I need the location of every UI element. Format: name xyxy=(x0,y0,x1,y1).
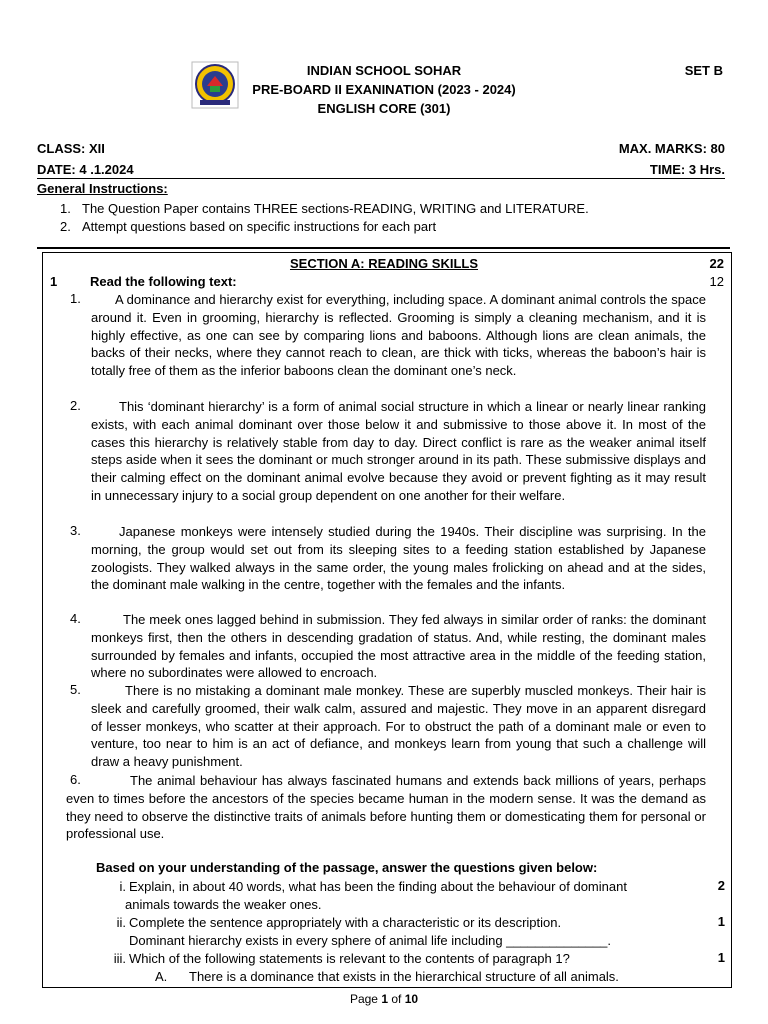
passage-paragraph: Japanese monkeys were intensely studied during the 1940s. Their discipline was surprising. In the morning, the group would set out from its sleeping sites to a feeding station established by Japanese zoologists. They walked always in the same order, the young males frolicking on ahead and at the sides, the dominant male walking in the centre, together with the females and the infants. xyxy=(91,524,706,593)
sub-question-text: Which of the following statements is relevant to the contents of paragraph 1? xyxy=(129,951,570,966)
page-number: 1 xyxy=(381,992,388,1006)
sub-question-number: i. xyxy=(119,879,126,894)
sub-question-number: iii. xyxy=(113,951,126,966)
option-text: There is a dominance that exists in the hierarchical structure of all animals. xyxy=(189,969,619,984)
set-label: SET B xyxy=(684,63,723,78)
question-number: 1 xyxy=(50,274,58,289)
page-total: 10 xyxy=(404,992,419,1006)
sub-question-text: Complete the sentence appropriately with a characteristic or its description. xyxy=(129,915,562,930)
passage-paragraph: A dominance and hierarchy exist for everything, including space. A dominant animal controls the space around it. Even in grooming, hierarchy is reflected. Grooming is simply a cleaning mechanism, and it is highly effective, as one can see by comparing lions and baboons. Although lions are clean animals, the backs of their necks, where they cannot reach to clean, are thick with ticks, whereas the baboon’s hair is totally free of them as the inferior baboons clean the dominant one’s neck. xyxy=(91,292,706,379)
info-divider xyxy=(37,178,725,179)
questions-intro: Based on your understanding of the passage, answer the questions given below: xyxy=(96,860,598,875)
paragraph-number: 4. xyxy=(70,611,81,626)
question-title: Read the following text: xyxy=(90,274,237,289)
sub-question-number: ii. xyxy=(116,915,126,930)
max-marks: MAX. MARKS: 80 xyxy=(618,141,725,156)
page-footer: Page 1 of 10 xyxy=(349,992,419,1006)
paragraph-number: 3. xyxy=(70,523,81,538)
section-marks: 22 xyxy=(709,256,724,271)
question-marks: 12 xyxy=(709,274,724,289)
sub-question-text: Dominant hierarchy exists in every sphere of animal life including ______________. xyxy=(129,933,612,948)
instruction-item: The Question Paper contains THREE sections-READING, WRITING and LITERATURE. xyxy=(82,201,589,216)
time-label: TIME: 3 Hrs. xyxy=(649,162,725,177)
instruction-item: Attempt questions based on specific instructions for each part xyxy=(82,219,437,234)
paragraph-number: 2. xyxy=(70,398,81,413)
class-label: CLASS: XII xyxy=(37,141,105,156)
sub-question-text: animals towards the weaker ones. xyxy=(125,897,322,912)
passage-paragraph: This ‘dominant hierarchy’ is a form of animal social structure in which a linear or nearly linear ranking exists, with each animal dominant over those below it and submissive to those above it. In most of the cases this hierarchy is relatively stable from day to day. Direct conflict is rare as the weaker animal itself steps aside when it sees the dominant or much stronger around in its path. These submissive displays and their calming effect on the dominant animal evolve because they avoid or prevent fighting as it may result in unnecessary injury to a social group dependent on one another for their welfare. xyxy=(91,399,706,503)
sub-question-marks: 1 xyxy=(717,950,725,965)
date-label: DATE: 4 .1.2024 xyxy=(37,162,134,177)
paragraph-number: 5. xyxy=(70,682,81,697)
subject-title: ENGLISH CORE (301) xyxy=(317,101,451,116)
passage-paragraph: There is no mistaking a dominant male monkey. These are superbly muscled monkeys. Their hair is sleek and carefully groomed, their walk calm, assured and majestic. They move in an apparent disregard of lesser monkeys, who scatter at their approach. For to obstruct the path of a dominant male or even to venture, too near to him is an act of defiance, and monkeys learn from young that such a challenge will draw a heavy punishment. xyxy=(91,683,706,770)
sub-question-text: Explain, in about 40 words, what has been the finding about the behaviour of dominant xyxy=(129,879,627,894)
paragraph-number: 6. xyxy=(70,772,81,787)
passage-paragraph: The animal behaviour has always fascinated humans and extends back millions of years, perhaps even to times before the ancestors of the species became human in the modern sense. It was the demand as they need to observe the distinctive traits of animals before hunting them or domesticating them for personal or professional use. xyxy=(66,773,706,842)
sub-question-marks: 1 xyxy=(717,914,725,929)
sub-question-marks: 2 xyxy=(717,878,725,893)
exam-title: PRE-BOARD II EXANINATION (2023 - 2024) xyxy=(252,82,516,97)
option-label: A. xyxy=(155,969,168,984)
passage-paragraph: The meek ones lagged behind in submission. They fed always in similar order of ranks: the dominant monkeys first, then the others in descending gradation of status. And, while resting, the dominant males surrounded by females and infants, occupied the most attractive area in the middle of the feeding station, where no subordinates were allowed to encroach. xyxy=(91,612,706,681)
section-title: SECTION A: READING SKILLS xyxy=(289,256,479,271)
paragraph-number: 1. xyxy=(70,291,81,306)
instructions-title: General Instructions: xyxy=(37,181,168,196)
double-rule xyxy=(37,247,730,249)
instruction-num: 2. xyxy=(60,219,71,234)
instruction-num: 1. xyxy=(60,201,71,216)
school-name: INDIAN SCHOOL SOHAR xyxy=(306,63,462,78)
